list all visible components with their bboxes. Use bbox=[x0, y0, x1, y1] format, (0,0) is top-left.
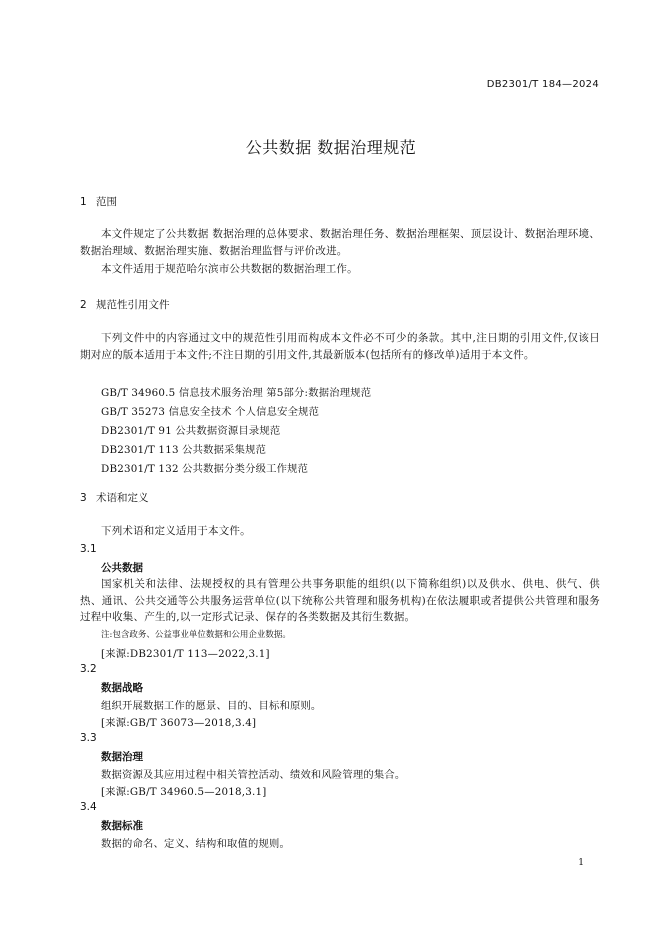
reference-item: DB2301/T 113 公共数据采集规范 bbox=[101, 444, 267, 456]
term-number: 3.1 bbox=[80, 543, 97, 555]
section-1-paragraph-1: 本文件规定了公共数据 数据治理的总体要求、数据治理任务、数据治理框架、顶层设计、数据治理环境、数据治理域、数据治理实施、数据治理监督与评价改进。 bbox=[80, 228, 600, 257]
term-definition: 数据的命名、定义、结构和取值的规则。 bbox=[101, 838, 290, 850]
section-number: 2 bbox=[80, 299, 87, 311]
term-source: [来源:GB/T 34960.5—2018,3.1] bbox=[101, 786, 267, 798]
reference-item: DB2301/T 132 公共数据分类分级工作规范 bbox=[101, 463, 309, 475]
standard-code: DB2301/T 184—2024 bbox=[486, 79, 599, 90]
reference-item: GB/T 34960.5 信息技术服务治理 第5部分:数据治理规范 bbox=[101, 387, 372, 399]
section-number: 3 bbox=[80, 492, 87, 504]
term-source: [来源:GB/T 36073—2018,3.4] bbox=[101, 717, 257, 729]
term-number: 3.3 bbox=[80, 732, 97, 744]
reference-item: GB/T 35273 信息安全技术 个人信息安全规范 bbox=[101, 406, 320, 418]
term-definition: 组织开展数据工作的愿景、目的、目标和原则。 bbox=[101, 700, 322, 712]
term-number: 3.4 bbox=[80, 801, 97, 813]
section-number: 1 bbox=[80, 196, 87, 208]
term-name: 数据治理 bbox=[101, 751, 143, 763]
section-title: 规范性引用文件 bbox=[96, 299, 170, 311]
section-2-heading bbox=[80, 297, 170, 312]
section-3-heading bbox=[80, 490, 149, 505]
term-definition: 数据资源及其应用过程中相关管控活动、绩效和风险管理的集合。 bbox=[101, 769, 406, 781]
term-name: 公共数据 bbox=[101, 562, 143, 574]
section-title: 术语和定义 bbox=[96, 492, 149, 504]
term-number: 3.2 bbox=[80, 663, 97, 675]
section-title: 范围 bbox=[96, 196, 117, 208]
term-name: 数据标准 bbox=[101, 820, 143, 832]
term-name: 数据战略 bbox=[101, 682, 143, 694]
page-number: 1 bbox=[578, 858, 584, 868]
section-1-paragraph-2: 本文件适用于规范哈尔滨市公共数据的数据治理工作。 bbox=[101, 263, 358, 275]
document-title: 公共数据 数据治理规范 bbox=[245, 138, 417, 157]
section-3-intro: 下列术语和定义适用于本文件。 bbox=[101, 525, 251, 537]
reference-item: DB2301/T 91 公共数据资源目录规范 bbox=[101, 425, 281, 437]
section-1-heading bbox=[80, 194, 117, 209]
term-definition: 国家机关和法律、法规授权的具有管理公共事务职能的组织(以下简称组织)以及供水、供电、供气、供热、通讯、公共交通等公共服务运营单位(以下统称公共管理和服务机构)在依法履职或者提供公共管理和服务过程中收集、产生的,以一定形式记录、保存的各类数据及其衍生数据。 bbox=[80, 578, 600, 623]
term-source: [来源:DB2301/T 113—2022,3.1] bbox=[101, 648, 270, 660]
section-2-intro: 下列文件中的内容通过文中的规范性引用而构成本文件必不可少的条款。其中,注日期的引用文件,仅该日期对应的版本适用于本文件;不注日期的引用文件,其最新版本(包括所有的修改单)适用于本文件。 bbox=[80, 332, 600, 361]
term-note: 注:包含政务、公益事业单位数据和公用企业数据。 bbox=[101, 630, 291, 640]
